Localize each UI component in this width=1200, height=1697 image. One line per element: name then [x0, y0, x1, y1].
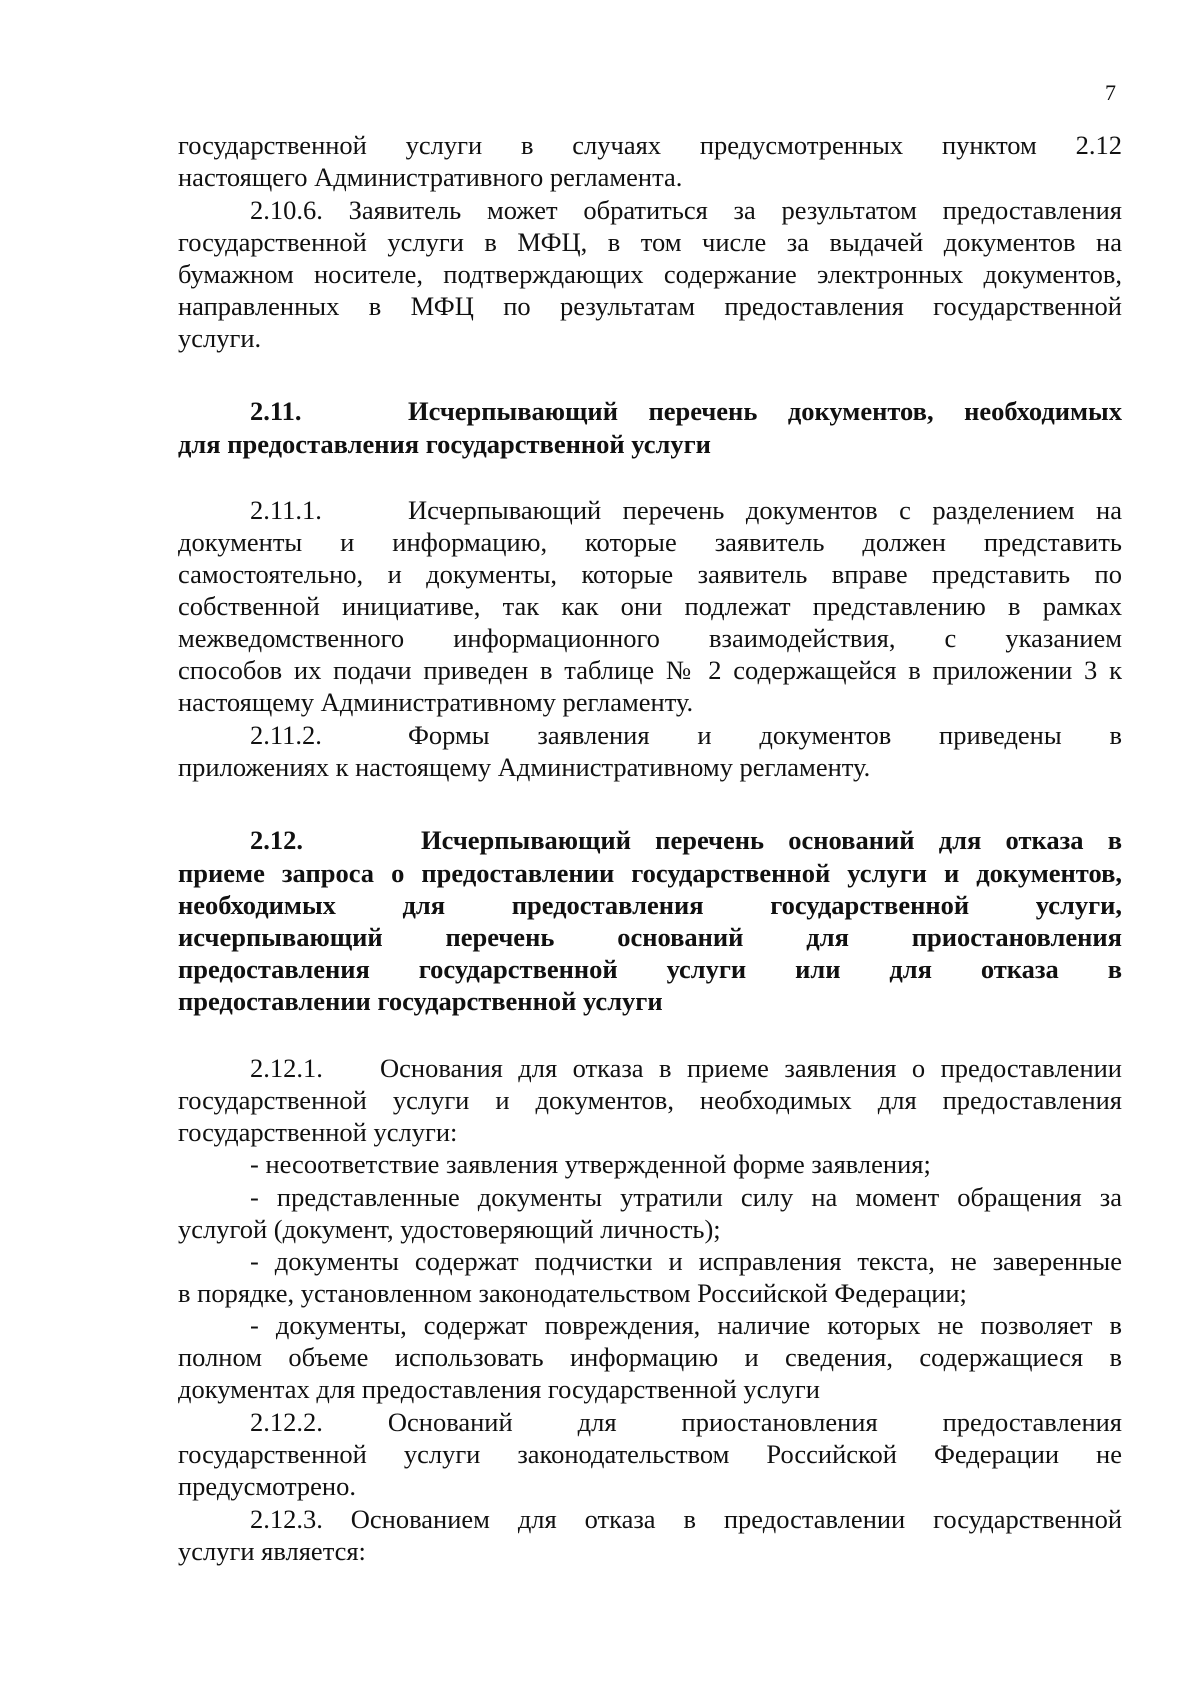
text-line: документы и информацию, которые заявитель должен представить — [178, 527, 1122, 557]
paragraph-text: Исчерпывающий перечень документов с разделением на — [408, 495, 1122, 525]
list-item: - несоответствие заявления утвержденной форме заявления; — [250, 1149, 931, 1179]
paragraph-2-10-6-start: 2.10.6. Заявитель может обратиться за результатом предоставления — [250, 195, 1122, 225]
text-line: настоящему Административному регламенту. — [178, 687, 694, 717]
paragraph-2-12-1-start — [250, 1052, 1122, 1084]
text-line: государственной услуги в МФЦ, в том числе за выдачей документов на — [178, 227, 1122, 257]
text-line: бумажном носителе, подтверждающих содержание электронных документов, — [178, 259, 1122, 289]
text-line: полном объеме использовать информацию и сведения, содержащиеся в — [178, 1342, 1122, 1372]
text-line: собственной инициативе, так как они подлежат представлению в рамках — [178, 591, 1122, 621]
paragraph-number: 2.12.1. — [250, 1053, 323, 1083]
page-number: 7 — [1105, 80, 1116, 105]
section-heading-2-11-line2: для предоставления государственной услуги — [178, 429, 711, 459]
section-heading-2-12-line2: приеме запроса о предоставлении государственной услуги и документов, — [178, 858, 1122, 888]
paragraph-2-11-1-start — [250, 494, 1122, 526]
paragraph-2-11-2-start — [250, 719, 1122, 751]
text-line: государственной услуги: — [178, 1117, 458, 1147]
text-line: услуги является: — [178, 1536, 366, 1566]
section-number: 2.11. — [250, 396, 302, 426]
section-heading-2-12-line3: необходимых для предоставления государственной услуги, — [178, 890, 1122, 920]
text-line: направленных в МФЦ по результатам предоставления государственной — [178, 291, 1122, 321]
text-line: предусмотрено. — [178, 1471, 356, 1501]
text-line: государственной услуги законодательством Российской Федерации не — [178, 1439, 1122, 1469]
paragraph-2-12-3-start: 2.12.3. Основанием для отказа в предоставлении государственной — [250, 1504, 1122, 1534]
text-line: в порядке, установленном законодательством Российской Федерации; — [178, 1278, 967, 1308]
paragraph-number: 2.11.1. — [250, 495, 322, 525]
text-line: способов их подачи приведен в таблице № 2 содержащейся в приложении 3 к — [178, 655, 1122, 685]
paragraph-text: Формы заявления и документов приведены в — [408, 720, 1122, 750]
paragraph-number: 2.11.2. — [250, 720, 322, 750]
section-title: Исчерпывающий перечень документов, необходимых — [408, 396, 1122, 426]
section-title: Исчерпывающий перечень оснований для отказа в — [421, 825, 1122, 855]
section-number: 2.12. — [250, 825, 303, 855]
section-heading-2-12-line4: исчерпывающий перечень оснований для приостановления — [178, 922, 1122, 952]
text-line: приложениях к настоящему Административному регламенту. — [178, 752, 871, 782]
section-heading-2-11 — [250, 395, 1122, 427]
text-line: услуги. — [178, 323, 262, 353]
section-heading-2-12-line5: предоставления государственной услуги или для отказа в — [178, 954, 1122, 984]
section-heading-2-12-line6: предоставлении государственной услуги — [178, 986, 663, 1016]
paragraph-text: Основания для отказа в приеме заявления о предоставлении — [380, 1053, 1122, 1083]
list-item: - документы, содержат повреждения, наличие которых не позволяет в — [250, 1310, 1122, 1340]
text-line: государственной услуги и документов, необходимых для предоставления — [178, 1085, 1122, 1115]
text-line: межведомственного информационного взаимодействия, с указанием — [178, 623, 1122, 653]
text-line: государственной услуги в случаях предусмотренных пунктом 2.12 — [178, 130, 1122, 160]
list-item: - представленные документы утратили силу на момент обращения за — [250, 1182, 1122, 1212]
section-heading-2-12 — [250, 824, 1122, 856]
text-line: настоящего Административного регламента. — [178, 162, 683, 192]
text-line: документах для предоставления государственной услуги — [178, 1374, 820, 1404]
list-item: - документы содержат подчистки и исправления текста, не заверенные — [250, 1246, 1122, 1276]
text-line: самостоятельно, и документы, которые заявитель вправе представить по — [178, 559, 1122, 589]
text-line: услугой (документ, удостоверяющий личность); — [178, 1214, 721, 1244]
paragraph-2-12-2-start: 2.12.2. Оснований для приостановления предоставления — [250, 1407, 1122, 1437]
